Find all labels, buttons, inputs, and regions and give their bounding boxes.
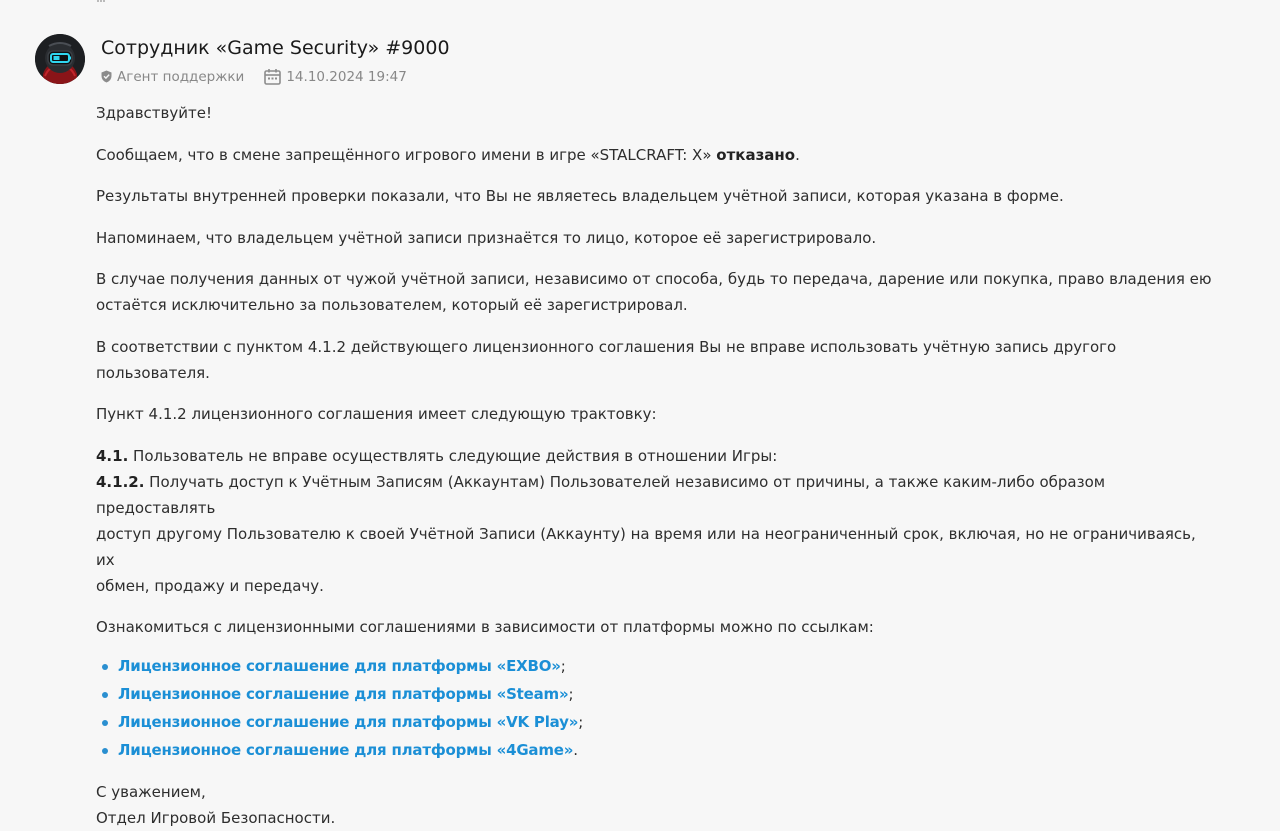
robot-avatar-icon	[35, 34, 85, 84]
license-links-list	[96, 652, 1216, 764]
clause-4-1-2-line-1: Получать доступ к Учётным Записям (Аккаунтам) Пользователей независимо от причины, а также каким-либо образом предоставлять	[96, 472, 1106, 517]
link-license-steam[interactable]: Лицензионное соглашение для платформы «Steam»	[118, 685, 569, 703]
paragraph-interpretation: Пункт 4.1.2 лицензионного соглашения имеет следующую трактовку:	[96, 405, 657, 423]
signature	[96, 779, 1216, 831]
clause-4-1-2-line-3: обмен, продажу и передачу.	[96, 576, 324, 595]
refusal-bold: отказано	[716, 145, 796, 164]
paragraph-check-result: Результаты внутренней проверки показали, что Вы не являетесь владельцем учётной записи, которая указана в форме.	[96, 187, 1064, 205]
signature-line-2: Отдел Игровой Безопасности.	[96, 809, 336, 827]
ownership-line-2: остаётся исключительно за пользователем, который её зарегистрировал.	[96, 296, 688, 314]
link-suffix: .	[573, 741, 579, 759]
refusal-text: Сообщаем, что в смене запрещённого игрового имени в игре «STALCRAFT: X»	[96, 145, 717, 164]
role-label: Агент поддержки	[117, 68, 245, 85]
link-suffix: ;	[578, 713, 584, 731]
signature-line-1: С уважением,	[96, 783, 206, 801]
paragraph-owner-reminder: Напоминаем, что владельцем учётной записи признаётся то лицо, которое её зарегистрировало.	[96, 228, 877, 247]
list-item	[118, 708, 1216, 736]
clause-4-1-text: Пользователь не вправе осуществлять следующие действия в отношении Игры:	[128, 446, 778, 465]
link-suffix: ;	[560, 657, 566, 675]
avatar[interactable]	[35, 34, 85, 84]
link-license-4game[interactable]: Лицензионное соглашение для платформы «4Game»	[118, 741, 574, 759]
ownership-line-1: В случае получения данных от чужой учётной записи, независимо от способа, будь то передача, дарение или покупка, право владения ею	[96, 270, 1212, 288]
paragraph-links-intro: Ознакомиться с лицензионными соглашениями в зависимости от платформы можно по ссылкам:	[96, 618, 874, 636]
calendar-icon	[264, 68, 281, 85]
link-license-vkplay[interactable]: Лицензионное соглашение для платформы «VK Play»	[118, 713, 579, 731]
clause-4-1-number: 4.1.	[96, 446, 129, 465]
greeting: Здравствуйте!	[96, 104, 212, 122]
message-meta	[101, 68, 450, 85]
shield-icon	[101, 70, 112, 83]
paragraph-refusal	[96, 142, 1216, 168]
paragraph-license-point: В соответствии с пунктом 4.1.2 действующего лицензионного соглашения Вы не вправе использовать учётную запись другого пользователя.	[96, 337, 1117, 382]
message-date: 14.10.2024 19:47	[286, 68, 407, 85]
clause-block	[96, 443, 1216, 599]
link-suffix: ;	[568, 685, 574, 703]
clause-4-1-2-line-2: доступ другому Пользователю к своей Учётной Записи (Аккаунту) на время или на неограниченный срок, включая, но не ограничиваясь, их	[96, 524, 1196, 569]
paragraph-ownership	[96, 266, 1216, 318]
author-name[interactable]: Сотрудник «Game Security» #9000	[101, 37, 450, 59]
list-item	[118, 736, 1216, 764]
list-item	[118, 680, 1216, 708]
divider-dots	[97, 0, 105, 2]
message-header	[101, 36, 450, 85]
clause-4-1-2-number: 4.1.2.	[96, 472, 145, 491]
refusal-end: .	[795, 145, 800, 164]
list-item	[118, 652, 1216, 680]
link-license-exbo[interactable]: Лицензионное соглашение для платформы «EXBO»	[118, 657, 561, 675]
message-body	[96, 100, 1216, 831]
